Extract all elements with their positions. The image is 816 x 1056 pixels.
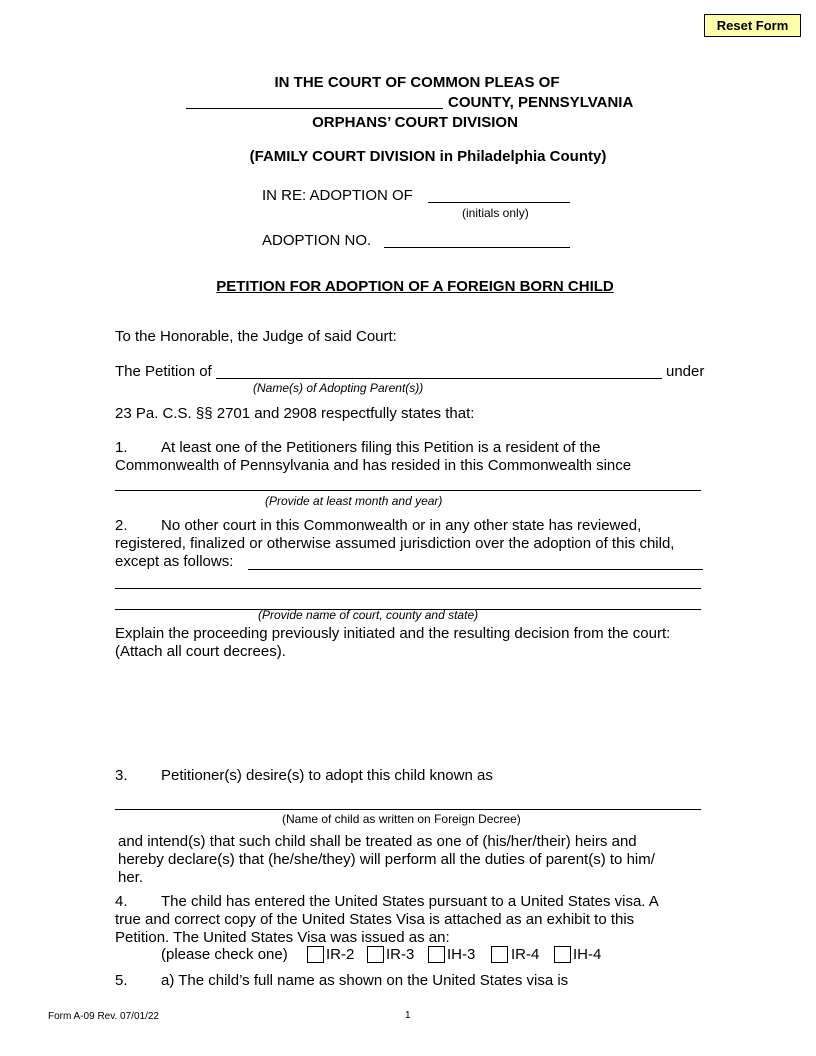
petition-title: PETITION FOR ADOPTION OF A FOREIGN BORN CHILD: [216, 278, 614, 295]
visa-ir2-checkbox[interactable]: [307, 946, 324, 963]
item2-number: 2.: [115, 517, 128, 534]
item3-cont-line3: her.: [118, 869, 144, 886]
explain-proceeding-field[interactable]: [115, 666, 705, 756]
other-court-field-2[interactable]: [115, 588, 701, 589]
visa-ih3-label: IH-3: [447, 946, 476, 963]
item2-explain-line2: (Attach all court decrees).: [115, 643, 286, 660]
item3-cont-line2: hereby declare(s) that (he/she/they) will perform all the duties of parent(s) to him/: [118, 851, 655, 868]
family-division-heading: (FAMILY COURT DIVISION in Philadelphia County): [249, 148, 607, 165]
petition-of-label: The Petition of: [115, 363, 212, 380]
item3-hint: (Name of child as written on Foreign Decree): [282, 812, 521, 826]
visa-ih4-checkbox[interactable]: [554, 946, 571, 963]
page-number: 1: [405, 1010, 411, 1021]
adoption-no-label: ADOPTION NO.: [262, 232, 372, 249]
item3-line1: Petitioner(s) desire(s) to adopt this child known as: [161, 767, 493, 784]
visa-ir3-checkbox[interactable]: [367, 946, 384, 963]
item3-cont-line1: and intend(s) that such child shall be treated as one of (his/her/their) heirs and: [118, 833, 637, 850]
item5-line1: a) The child’s full name as shown on the United States visa is: [161, 972, 569, 989]
petition-under-label: under: [666, 363, 705, 380]
item4-line2: true and correct copy of the United States Visa is attached as an exhibit to this: [115, 911, 635, 928]
visa-ir2-label: IR-2: [326, 946, 355, 963]
item2-line3: except as follows:: [115, 553, 234, 570]
item5-number: 5.: [115, 972, 128, 989]
item3-number: 3.: [115, 767, 128, 784]
salutation: To the Honorable, the Judge of said Court:: [115, 328, 397, 345]
in-re-initials-field[interactable]: [428, 202, 570, 203]
court-heading: IN THE COURT OF COMMON PLEAS OF: [274, 74, 560, 91]
item1-hint: (Provide at least month and year): [265, 494, 443, 508]
adopting-parents-field[interactable]: [216, 378, 662, 379]
item4-line1: The child has entered the United States pursuant to a United States visa. A: [161, 893, 659, 910]
item2-hint: (Provide name of court, county and state): [258, 608, 479, 622]
item1-line2: Commonwealth of Pennsylvania and has resided in this Commonwealth since: [115, 457, 632, 474]
item1-line1: At least one of the Petitioners filing this Petition is a resident of the: [161, 439, 601, 456]
in-re-label: IN RE: ADOPTION OF: [262, 187, 413, 204]
item1-number: 1.: [115, 439, 128, 456]
visa-check-label: (please check one): [161, 946, 288, 963]
item4-line3: Petition. The United States Visa was issued as an:: [115, 929, 450, 946]
visa-ih3-checkbox[interactable]: [428, 946, 445, 963]
visa-ih4-label: IH-4: [573, 946, 602, 963]
residence-since-field[interactable]: [115, 490, 701, 491]
visa-ir4-checkbox[interactable]: [491, 946, 508, 963]
adoption-no-field[interactable]: [384, 247, 570, 248]
reset-form-button[interactable]: Reset Form: [704, 14, 801, 37]
item2-line1: No other court in this Commonwealth or in any other state has reviewed,: [161, 517, 642, 534]
county-name-field[interactable]: [186, 108, 443, 109]
statute-text: 23 Pa. C.S. §§ 2701 and 2908 respectfully states that:: [115, 405, 475, 422]
form-id: Form A-09 Rev. 07/01/22: [48, 1011, 159, 1022]
county-state-label: COUNTY, PENNSYLVANIA: [448, 94, 634, 111]
adopting-parents-hint: (Name(s) of Adopting Parent(s)): [253, 381, 424, 395]
other-court-field-1[interactable]: [248, 569, 703, 570]
child-name-field[interactable]: [115, 809, 701, 810]
visa-ir4-label: IR-4: [511, 946, 540, 963]
visa-ir3-label: IR-3: [386, 946, 415, 963]
in-re-hint: (initials only): [462, 206, 529, 220]
division-heading: ORPHANS’ COURT DIVISION: [312, 114, 518, 131]
item4-number: 4.: [115, 893, 128, 910]
item2-explain-line1: Explain the proceeding previously initiated and the resulting decision from the court:: [115, 625, 671, 642]
item2-line2: registered, finalized or otherwise assumed jurisdiction over the adoption of this child,: [115, 535, 675, 552]
